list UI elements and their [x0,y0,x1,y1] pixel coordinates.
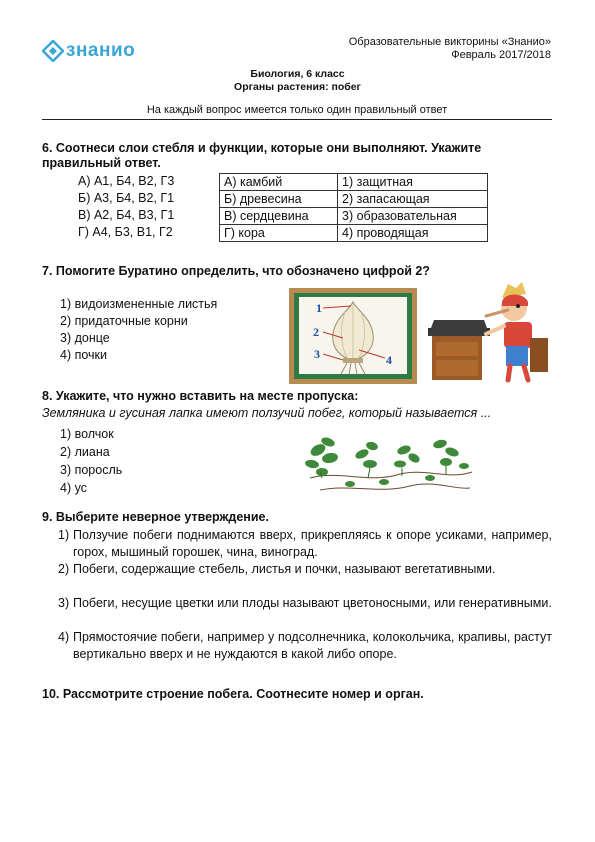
q6-answer-d[interactable]: Г) А4, Б3, В1, Г2 [78,225,173,239]
header-info [349,36,551,62]
topic-line: Органы растения: побег [234,81,361,93]
q8-title: 8. Укажите, что нужно вставить на месте пропуска: [42,389,359,403]
bulb-board-image [289,288,417,384]
figure-label-3: 3 [314,347,320,361]
q9-statement-text: Прямостоячие побеги, например у подсолнечника, колокольчика, крапивы, растут вертикально вверх и не нуждаются в какой либо опоре. [73,630,552,661]
q7-title: 7. Помогите Буратино определить, что обозначено цифрой 2? [42,264,430,278]
logo-text: знанио [66,40,136,61]
q9-statement-3[interactable] [58,595,552,612]
table-row [220,208,488,225]
table-row [220,225,488,242]
table-cell: 3) образовательная [338,208,488,225]
q8-option-1[interactable]: 1) волчок [60,427,114,441]
date-line: Февраль 2017/2018 [451,49,551,61]
q8-subtitle: Земляника и гусиная лапка имеют ползучий побег, который называется ... [42,406,492,420]
q6-title [42,141,481,171]
q9-statement-number: 2) [58,562,70,576]
table-cell: 4) проводящая [338,225,488,242]
q8-option-4[interactable]: 4) ус [60,481,87,495]
q6-answer-b[interactable]: Б) А3, Б4, В2, Г1 [78,191,175,205]
figure-label-4: 4 [386,353,392,367]
table-cell: В) сердцевина [220,208,338,225]
q8-option-2[interactable]: 2) лиана [60,445,110,459]
q7-option-1[interactable]: 1) видоизмененные листья [60,297,218,311]
q7-option-2[interactable]: 2) придаточные корни [60,314,188,328]
subject-block [0,68,595,94]
table-row [220,191,488,208]
q6-title-line1: 6. Соотнеси слои стебля и функции, которые они выполняют. Укажите [42,141,482,155]
q9-statement-number: 3) [58,596,70,610]
q9-statement-text: Побеги, несущие цветки или плоды называют цветоносными, или генеративными. [73,596,552,610]
table-row [220,174,488,191]
q8-option-3[interactable]: 3) поросль [60,463,123,477]
q10-title: 10. Рассмотрите строение побега. Соотнесите номер и орган. [42,687,424,701]
q6-title-line2: правильный ответ. [42,156,161,170]
table-cell: Г) кора [220,225,338,242]
org-line: Образовательные викторины «Знанио» [348,36,551,48]
table-cell: А) камбий [220,174,338,191]
q9-statement-4[interactable] [58,629,552,663]
figure-label-2: 2 [313,325,319,339]
q9-statement-number: 4) [58,630,70,644]
q6-match-table [219,173,488,242]
q6-answer-c[interactable]: В) А2, Б4, В3, Г1 [78,208,175,222]
q7-option-3[interactable]: 3) донце [60,331,110,345]
q9-statement-2[interactable] [58,561,552,578]
table-cell: 2) запасающая [338,191,488,208]
subject-line: Биология, 6 класс [250,68,345,80]
rule-note: На каждый вопрос имеется только один правильный ответ [146,104,448,116]
q9-title: 9. Выберите неверное утверждение. [42,510,269,524]
header-divider [42,119,552,120]
q6-answer-a[interactable]: А) А1, Б4, В2, Г3 [78,174,175,188]
table-cell: Б) древесина [220,191,338,208]
q9-statement-text: Побеги, содержащие стебель, листья и почки, называют вегетативными. [73,562,496,576]
figure-label-1: 1 [316,301,322,315]
q9-statement-1[interactable] [58,527,552,561]
creeping-plants-image [300,428,475,500]
q9-statement-text: Ползучие побеги поднимаются вверх, прикрепляясь к опоре усиками, например, горох, мышиный горошек, чина, виноград. [73,528,552,559]
logo [42,40,135,62]
q9-statement-number: 1) [58,528,70,542]
logo-icon [42,40,64,62]
q7-option-4[interactable]: 4) почки [60,348,107,362]
table-cell: 1) защитная [338,174,488,191]
buratino-image [424,280,554,384]
